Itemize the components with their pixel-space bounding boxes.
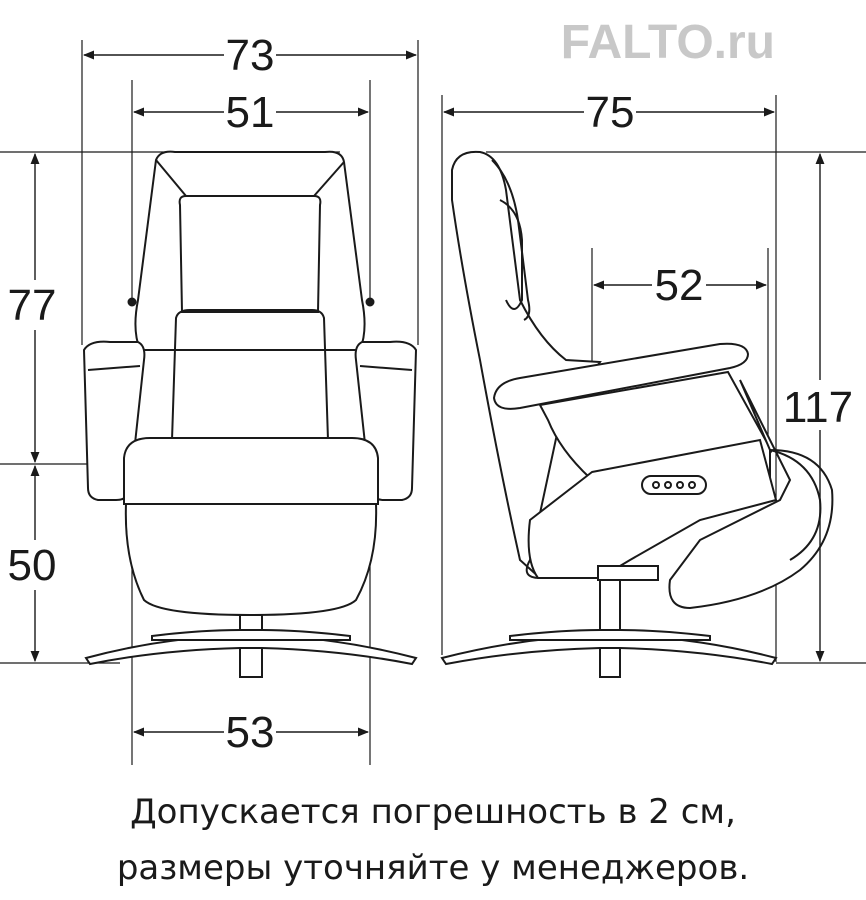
brand-watermark: FALTO.ru [560,16,775,69]
dim-front-base-width: 53 [225,708,275,757]
dim-side-overall-depth: 75 [585,88,635,137]
tolerance-note: Допускается погрешность в 2 см, [130,792,736,832]
dim-side-total-height: 117 [782,383,854,432]
dim-front-back-height: 77 [7,281,57,330]
dim-front-overall-width: 73 [225,31,275,80]
dim-front-back-width: 51 [225,88,275,137]
front-view [0,40,418,765]
dim-front-seat-height: 50 [7,541,57,590]
dim-side-seat-depth: 52 [654,261,704,310]
manager-note: размеры уточняйте у менеджеров. [116,848,750,888]
